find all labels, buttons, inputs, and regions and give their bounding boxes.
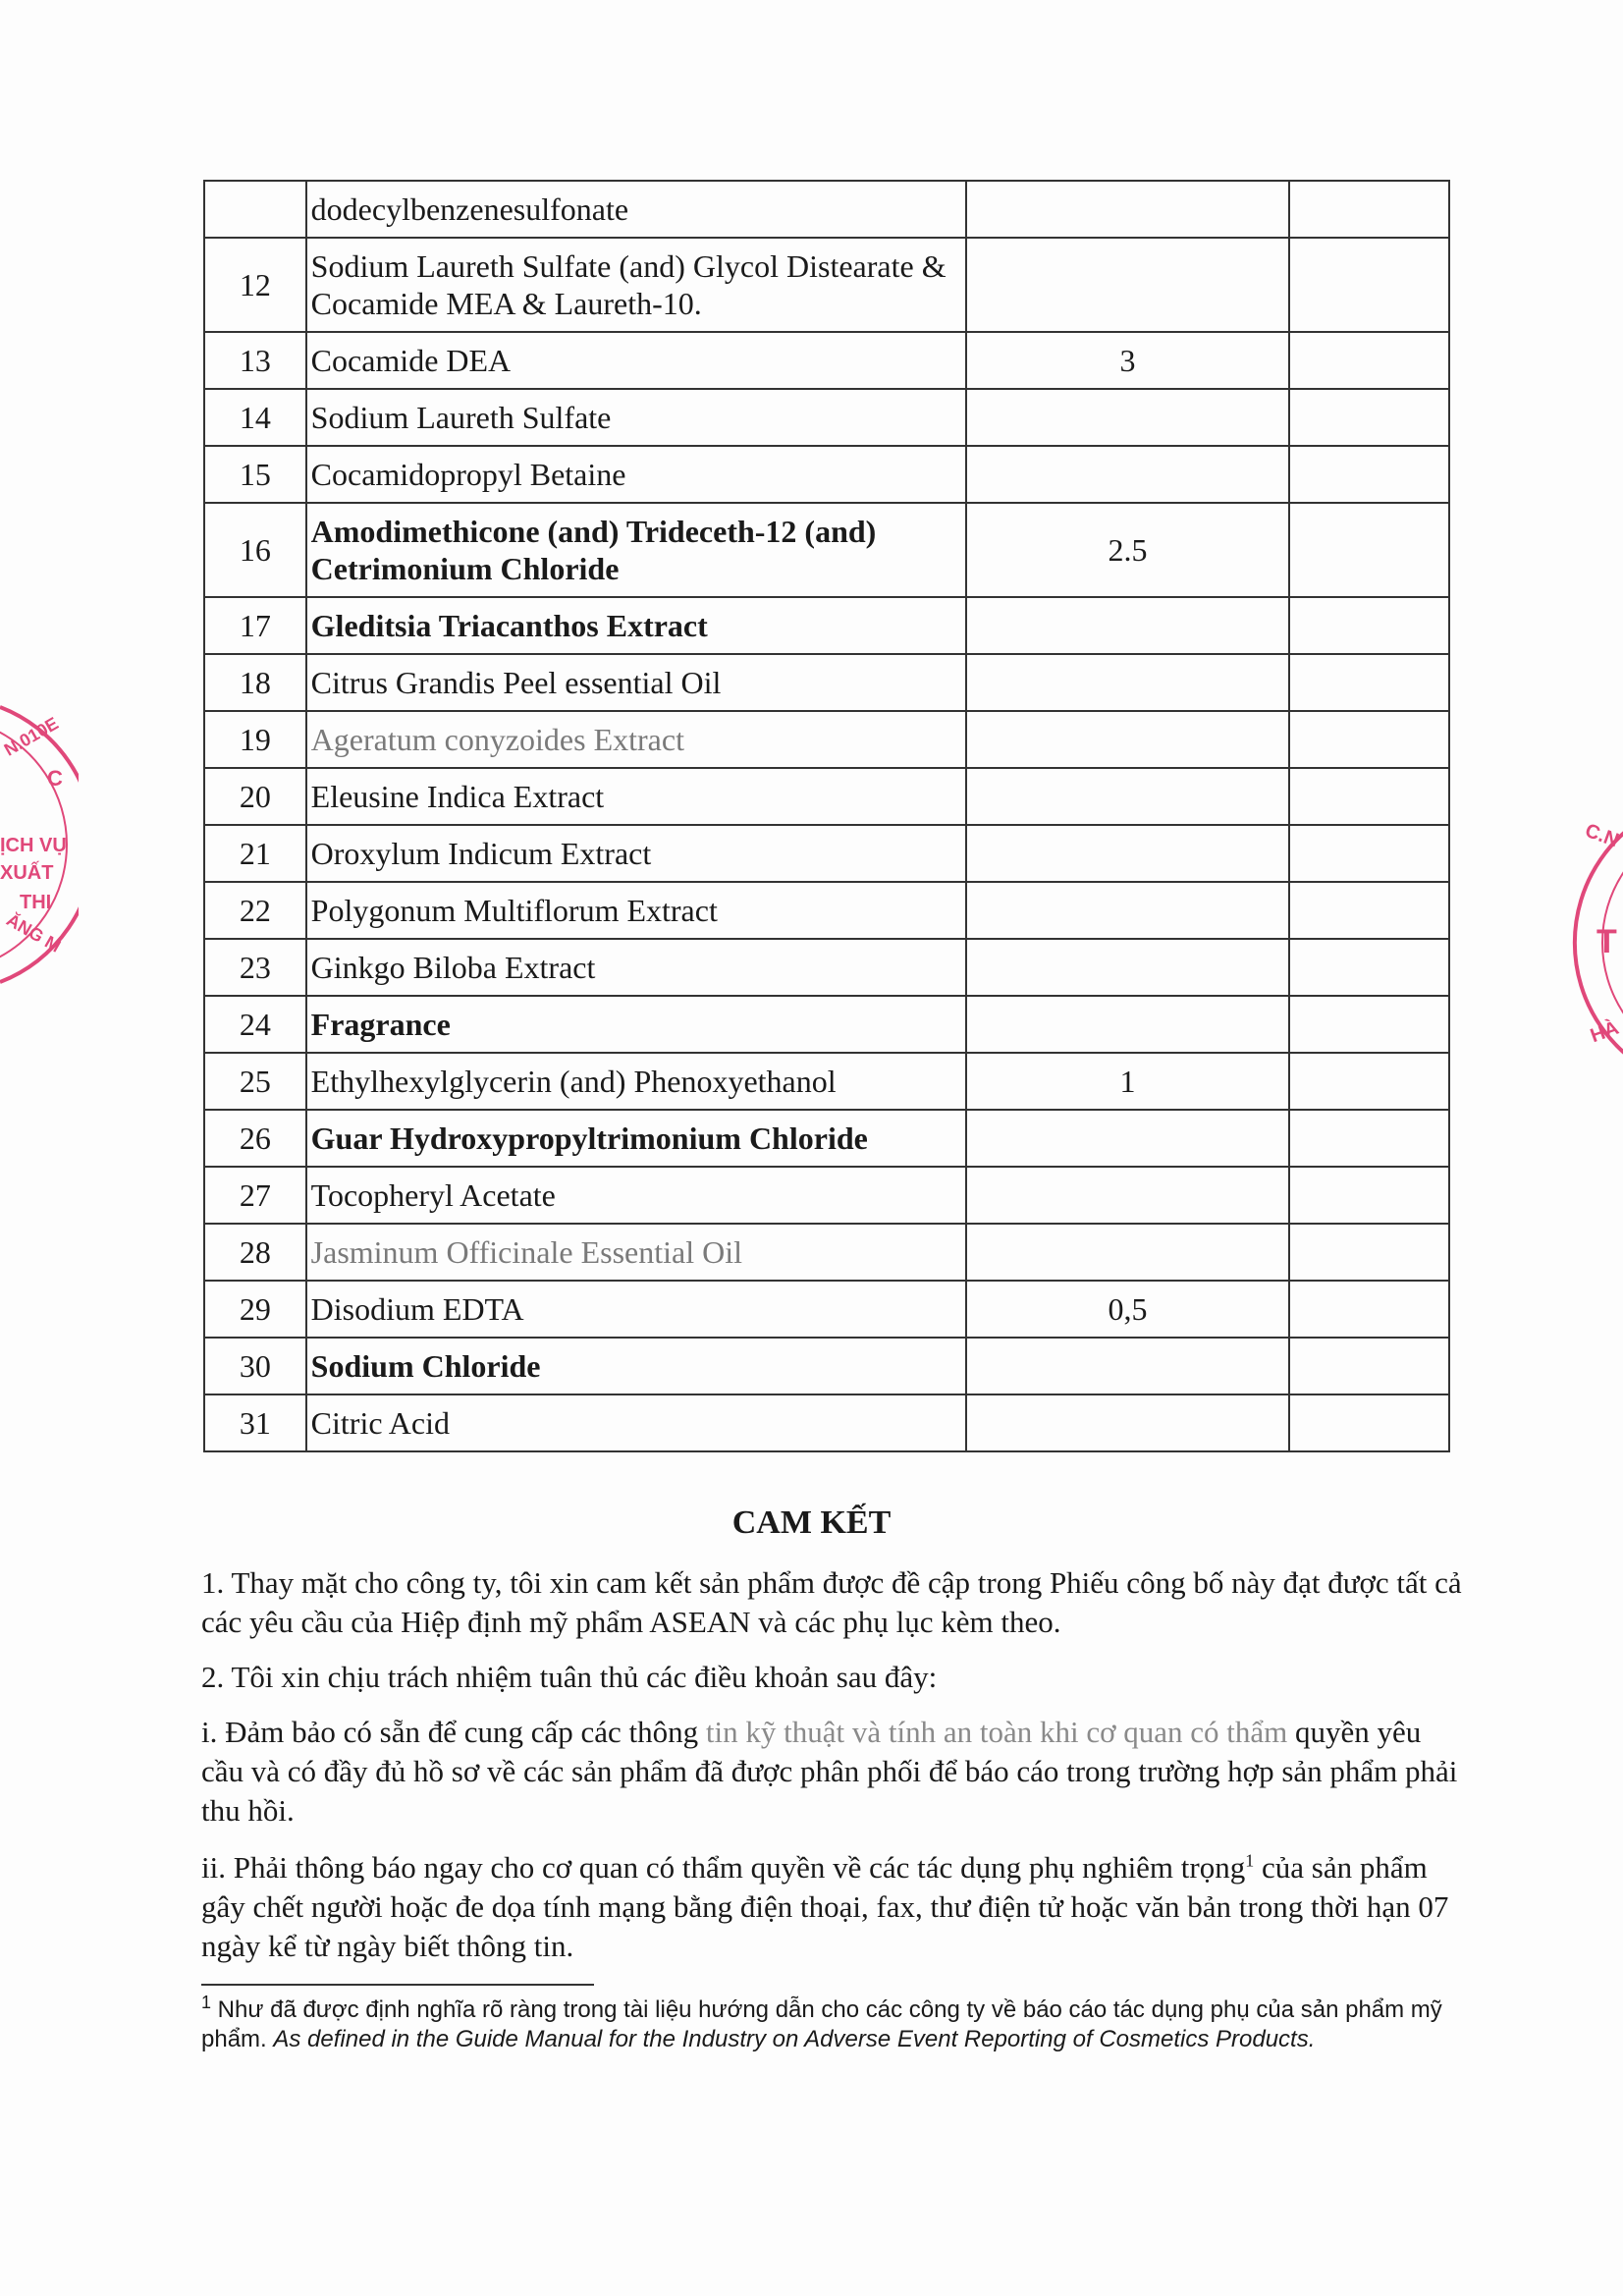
table-row — [204, 181, 1449, 238]
ingredient-concentration — [966, 654, 1289, 711]
ingredient-concentration: 0,5 — [966, 1281, 1289, 1338]
ingredient-number: 20 — [204, 768, 306, 825]
ingredient-extra-cell — [1289, 1167, 1449, 1224]
ingredient-name: Cocamide DEA — [306, 332, 966, 389]
footnote-english: As defined in the Guide Manual for the Industry on Adverse Event Reporting of Cosmetics Products. — [273, 2026, 1316, 2052]
ingredient-extra-cell — [1289, 1394, 1449, 1451]
table-row — [204, 1281, 1449, 1338]
ingredient-concentration — [966, 238, 1289, 332]
ingredient-name: Guar Hydroxypropyltrimonium Chloride — [306, 1110, 966, 1167]
ingredient-name: Ginkgo Biloba Extract — [306, 939, 966, 996]
ingredient-concentration: 1 — [966, 1053, 1289, 1110]
commitment-paragraph-3-part-a: i. Đảm bảo có sẵn để cung cấp các thông — [201, 1715, 699, 1749]
table-row — [204, 1110, 1449, 1167]
ingredient-concentration — [966, 1394, 1289, 1451]
ingredient-number: 25 — [204, 1053, 306, 1110]
ingredient-concentration — [966, 597, 1289, 654]
ingredient-name: Ageratum conyzoides Extract — [306, 711, 966, 768]
footnote — [201, 1995, 1458, 2054]
ingredient-concentration — [966, 389, 1289, 446]
ingredient-number: 27 — [204, 1167, 306, 1224]
table-row — [204, 1394, 1449, 1451]
table-row — [204, 597, 1449, 654]
commitment-paragraph-3-part-c: quyền yêu cầu và có đầy đủ hồ sơ về các sản phẩm đã được phân phối để báo cáo trong trường hợp sản phẩm phải thu hồi. — [201, 1715, 1458, 1828]
footnote-vietnamese: Như đã được định nghĩa rõ ràng trong tài liệu hướng dẫn cho các công ty về báo cáo tác dụng phụ của sản phẩm mỹ phẩm. — [201, 1996, 1442, 2052]
ingredient-name: Citric Acid — [306, 1394, 966, 1451]
table-row — [204, 389, 1449, 446]
ingredient-number: 19 — [204, 711, 306, 768]
table-row — [204, 446, 1449, 503]
ingredient-number: 22 — [204, 882, 306, 939]
ingredient-concentration: 3 — [966, 332, 1289, 389]
ingredient-concentration — [966, 882, 1289, 939]
ingredient-name: Citrus Grandis Peel essential Oil — [306, 654, 966, 711]
ingredient-concentration — [966, 1338, 1289, 1394]
ingredient-concentration — [966, 1167, 1289, 1224]
ingredient-concentration — [966, 181, 1289, 238]
ingredients-table — [203, 180, 1450, 1452]
ingredient-name: Polygonum Multiflorum Extract — [306, 882, 966, 939]
ingredient-number: 30 — [204, 1338, 306, 1394]
ingredient-concentration — [966, 939, 1289, 996]
seal-right-line-2: T — [1596, 923, 1617, 960]
ingredient-number: 14 — [204, 389, 306, 446]
ingredient-name: Disodium EDTA — [306, 1281, 966, 1338]
ingredient-name: Sodium Chloride — [306, 1338, 966, 1394]
ingredient-number: 12 — [204, 238, 306, 332]
ingredient-name: Amodimethicone (and) Trideceth-12 (and) Cetrimonium Chloride — [306, 503, 966, 597]
table-row — [204, 1338, 1449, 1394]
ingredient-extra-cell — [1289, 1053, 1449, 1110]
ingredient-number: 15 — [204, 446, 306, 503]
commitment-paragraph-1: 1. Thay mặt cho công ty, tôi xin cam kết sản phẩm được đề cập trong Phiếu công bố này đạt được tất cả các yêu cầu của Hiệp định mỹ phẩm ASEAN và các phụ lục kèm theo. — [201, 1565, 1462, 1639]
ingredient-name: Sodium Laureth Sulfate — [306, 389, 966, 446]
ingredient-extra-cell — [1289, 996, 1449, 1053]
table-row — [204, 882, 1449, 939]
ingredient-name: Gleditsia Triacanthos Extract — [306, 597, 966, 654]
footnote-marker: 1 — [201, 1993, 212, 2012]
ingredient-concentration — [966, 1110, 1289, 1167]
seal-left-line-5: THI — [20, 892, 52, 913]
seal-left-line-6: ĂNG M — [3, 909, 65, 957]
ingredient-extra-cell — [1289, 389, 1449, 446]
ingredient-extra-cell — [1289, 825, 1449, 882]
ingredient-number: 17 — [204, 597, 306, 654]
seal-right-line-3: HÀ — [1587, 1016, 1622, 1048]
ingredient-extra-cell — [1289, 446, 1449, 503]
ingredient-concentration — [966, 768, 1289, 825]
ingredient-number: 13 — [204, 332, 306, 389]
ingredient-name: Ethylhexylglycerin (and) Phenoxyethanol — [306, 1053, 966, 1110]
seal-left-line-2: C — [47, 766, 63, 791]
seal-left-line-4: XUẤT — [0, 862, 54, 884]
ingredient-extra-cell — [1289, 332, 1449, 389]
ingredient-name: Cocamidopropyl Betaine — [306, 446, 966, 503]
table-row — [204, 711, 1449, 768]
seal-left-line-3: ỊCH VỤ — [0, 835, 67, 856]
ingredient-concentration — [966, 711, 1289, 768]
ingredient-number: 26 — [204, 1110, 306, 1167]
ingredient-name: Oroxylum Indicum Extract — [306, 825, 966, 882]
ingredient-number: 28 — [204, 1224, 306, 1281]
table-row — [204, 503, 1449, 597]
table-row — [204, 996, 1449, 1053]
commitment-paragraph-2: 2. Tôi xin chịu trách nhiệm tuân thủ các điều khoản sau đây: — [201, 1660, 938, 1694]
company-seal-left — [0, 687, 79, 1002]
footnote-divider — [201, 1984, 594, 1986]
commitment-paragraph-4-part-a: ii. Phải thông báo ngay cho cơ quan có thẩm quyền về các tác dụng phụ nghiêm trọng — [201, 1850, 1246, 1885]
ingredient-name: Eleusine Indica Extract — [306, 768, 966, 825]
ingredient-extra-cell — [1289, 1110, 1449, 1167]
ingredient-extra-cell — [1289, 939, 1449, 996]
table-row — [204, 332, 1449, 389]
ingredient-number: 29 — [204, 1281, 306, 1338]
seal-left-line-1: N.010E — [0, 713, 62, 760]
table-row — [204, 1053, 1449, 1110]
ingredient-number: 24 — [204, 996, 306, 1053]
ingredient-concentration — [966, 825, 1289, 882]
ingredient-number — [204, 181, 306, 238]
company-seal-right — [1571, 786, 1623, 1100]
ingredient-extra-cell — [1289, 1281, 1449, 1338]
ingredient-extra-cell — [1289, 1338, 1449, 1394]
ingredient-extra-cell — [1289, 768, 1449, 825]
commitment-paragraph-3-part-b: tin kỹ thuật và tính an toàn khi cơ quan có thẩm — [698, 1715, 1288, 1749]
table-row — [204, 654, 1449, 711]
ingredient-name: dodecylbenzenesulfonate — [306, 181, 966, 238]
table-row — [204, 939, 1449, 996]
ingredient-extra-cell — [1289, 503, 1449, 597]
ingredient-concentration — [966, 996, 1289, 1053]
ingredient-extra-cell — [1289, 238, 1449, 332]
ingredient-extra-cell — [1289, 597, 1449, 654]
ingredient-concentration: 2.5 — [966, 503, 1289, 597]
commitment-title: CAM KẾT — [731, 1504, 892, 1541]
commitment-paragraph-4-part-b: của sản phẩm gây chết người hoặc đe dọa tính mạng bằng điện thoại, fax, thư điện tử hoặc văn bản trong thời hạn 07 ngày kể từ ngày biết thông tin. — [201, 1850, 1449, 1963]
table-row — [204, 825, 1449, 882]
footnote-reference: 1 — [1245, 1850, 1255, 1871]
ingredient-number: 18 — [204, 654, 306, 711]
ingredient-number: 21 — [204, 825, 306, 882]
ingredient-extra-cell — [1289, 181, 1449, 238]
ingredient-extra-cell — [1289, 654, 1449, 711]
table-row — [204, 1167, 1449, 1224]
ingredient-extra-cell — [1289, 882, 1449, 939]
ingredient-name: Fragrance — [306, 996, 966, 1053]
ingredient-name: Tocopheryl Acetate — [306, 1167, 966, 1224]
table-row — [204, 768, 1449, 825]
ingredient-number: 16 — [204, 503, 306, 597]
ingredient-concentration — [966, 1224, 1289, 1281]
seal-right-line-1: C.N — [1582, 819, 1622, 852]
ingredient-name: Sodium Laureth Sulfate (and) Glycol Distearate & Cocamide MEA & Laureth-10. — [306, 238, 966, 332]
ingredient-name: Jasminum Officinale Essential Oil — [306, 1224, 966, 1281]
ingredient-number: 31 — [204, 1394, 306, 1451]
commitment-paragraph-4 — [201, 1848, 1468, 1966]
ingredient-extra-cell — [1289, 1224, 1449, 1281]
table-row — [204, 238, 1449, 332]
ingredient-extra-cell — [1289, 711, 1449, 768]
ingredient-number: 23 — [204, 939, 306, 996]
commitment-paragraph-3 — [201, 1713, 1468, 1831]
ingredient-concentration — [966, 446, 1289, 503]
table-row — [204, 1224, 1449, 1281]
